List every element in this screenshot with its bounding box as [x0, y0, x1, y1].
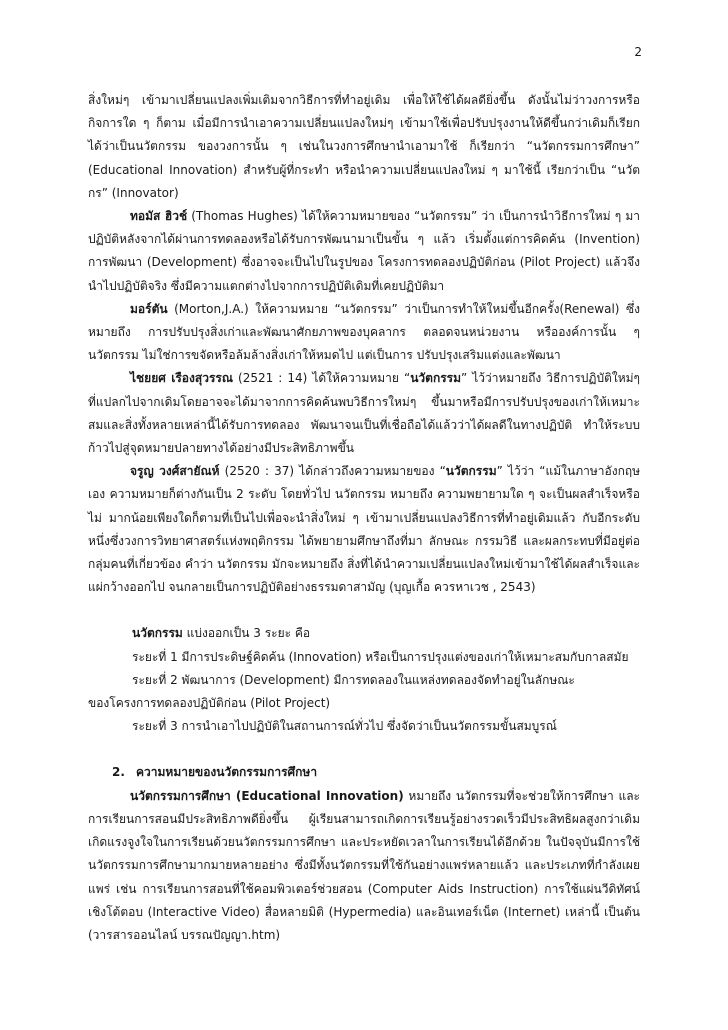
spacer [88, 738, 640, 761]
section-heading [88, 761, 640, 784]
definition-text: ” ไว้ว่าหมายถึง วิธีการปฏิบัติใหม่ๆ ที่แปลกไปจากเดิมโดยอาจจะได้มาจากการคิดค้นพบวิธีการใหม่ๆ ขึ้นมาหรือมีการปรับปรุงของเก่าให้เหมาะสมและสิ่งทั้งหลายเหล่านี้ได้รับการทดลอง พัฒนาจนเป็นที่เชื่อถือได้แล้วว่าได้ผลดีในทางปฏิบัติ ทำให้ระบบก้าวไปสู่จุดหมายปลายทางได้อย่างมีประสิทธิภาพขึ้น [88, 371, 640, 456]
intro-paragraph: สิ่งใหม่ๆ เข้ามาเปลี่ยนแปลงเพิ่มเติมจากวิธีการที่ทำอยู่เดิม เพื่อให้ใช้ได้ผลดียิ่งขึ้น ดังนั้นไม่ว่าวงการหรือกิจการใด ๆ ก็ตาม เมื่อมีการนำเอาความเปลี่ยนแปลงใหม่ๆ เข้ามาใช้เพื่อปรับปรุงงานให้ดีขึ้นกว่าเดิมก็เรียกได้ว่าเป็นนวัตกรรม ของวงการนั้น ๆ เช่นในวงการศึกษานำเอามาใช้ ก็เรียกว่า “นวัตกรรมการศึกษา” (Educational Innovation) สำหรับผู้ที่กระทำ หรือนำความเปลี่ยนแปลงใหม่ ๆ มาใช้นี้ เรียกว่าเป็น “นวัตกร” (Innovator) [88, 93, 640, 200]
definition-author: ทอมัส ฮิวช์ [130, 209, 188, 224]
section2-paragraph [88, 785, 640, 947]
definition-term: นวัตกรรม [445, 464, 497, 479]
phases-title-rest: แบ่งออกเป็น 3 ระยะ คือ [182, 626, 311, 641]
phase-item: ระยะที่ 3 การนำเอาไปปฏิบัติในสถานการณ์ทั่วไป ซึ่งจัดว่าเป็นนวัตกรรมขั้นสมบูรณ์ [132, 719, 557, 734]
definition-author: มอร์ตัน [130, 301, 168, 316]
definition-text: ” ไว้ว่า “แม้ในภาษาอังกฤษเอง ความหมายก็ต่างกันเป็น 2 ระดับ โดยทั่วไป นวัตกรรม หมายถึง ความพยายามใด ๆ จะเป็นผลสำเร็จหรือไม่ มากน้อยเพียงใดก็ตามที่เป็นไปเพื่อจะนำสิ่งใหม่ ๆ เข้ามาเปลี่ยนแปลงวิธีการที่ทำอยู่เดิมแล้ว กับอีกระดับหนึ่งซึ่งวงการวิทยาศาสตร์แห่งพฤติกรรม ได้พยายามศึกษาถึงที่มา ลักษณะ กรรมวิธี และผลกระทบที่มีอยู่ต่อกลุ่มคนที่เกี่ยวข้อง คำว่า นวัตกรรม มักจะหมายถึง สิ่งที่ได้นำความเปลี่ยนแปลงใหม่เข้ามาใช้ได้ผลสำเร็จและแผ่กว้างออกไป จนกลายเป็นการปฏิบัติอย่างธรรมดาสามัญ (บุญเกื้อ ควรหาเวช , 2543) [88, 464, 641, 595]
definition-paragraph-jaroon [88, 460, 640, 599]
section-number: 2. [112, 765, 125, 780]
definition-text: (2521 : 14) ได้ให้ความหมาย “ [232, 371, 411, 386]
phase-item: ระยะที่ 1 มีการประดิษฐ์คิดค้น (Innovation) หรือเป็นการปรุงแต่งของเก่าให้เหมาะสมกับกาลสมัย [132, 649, 629, 664]
definition-author: ไชยยศ เรืองสุวรรณ [130, 371, 233, 386]
page-number: 2 [634, 45, 642, 59]
section-title: ความหมายของนวัตกรรมการศึกษา [136, 765, 318, 780]
phases-title: นวัตกรรม [132, 626, 183, 641]
section2-text: หมายถึง นวัตกรรมที่จะช่วยให้การศึกษา และการเรียนการสอนมีประสิทธิภาพดียิ่งขึ้น ผู้เรียนสามารถเกิดการเรียนรู้อย่างรวดเร็วมีประสิทธิผลสูงกว่าเดิม เกิดแรงจูงใจในการเรียนด้วยนวัตกรรมการศึกษา และประหยัดเวลาในการเรียนได้อีกด้วย ในปัจจุบันมีการใช้นวัตกรรมการศึกษามากมายหลายอย่าง ซึ่งมีทั้งนวัตกรรมที่ใช้กันอย่างแพร่หลายแล้ว และประเภทที่กำลังเผยแพร่ เช่น การเรียนการสอนที่ใช้คอมพิวเตอร์ช่วยสอน (Computer Aids Instruction) การใช้แผ่นวีดิทัศน์เชิงโต้ตอบ (Interactive Video) สื่อหลายมิติ (Hypermedia) และอินเทอร์เน็ต (Internet) เหล่านี้ เป็นต้น (วารสารออนไลน์ บรรณปัญญา.htm) [88, 788, 640, 942]
phases-block [88, 622, 640, 738]
phase-item: ระยะที่ 2 พัฒนาการ (Development) มีการทดลองในแหล่งทดลองจัดทำอยู่ในลักษณะ [132, 672, 575, 687]
definition-term: นวัตกรรม [410, 371, 462, 386]
definition-paragraph-chaiyot [88, 367, 640, 460]
definition-text: (2520 : 37) ได้กล่าวถึงความหมายของ “ [219, 464, 446, 479]
definition-paragraph-hughes [88, 205, 640, 298]
phase-continuation: ของโครงการทดลองปฏิบัติก่อน (Pilot Project) [88, 696, 331, 711]
definition-text: (Morton,J.A.) ให้ความหมาย “นวัตกรรม” ว่าเป็นการทำให้ใหม่ขึ้นอีกครั้ง(Renewal) ซึ่งหมายถึง การปรับปรุงสิ่งเก่าและพัฒนาศักยภาพของบุคลากร ตลอดจนหน่วยงาน หรือองค์การนั้น ๆ นวัตกรรม ไม่ใช่การขจัดหรือล้มล้างสิ่งเก่าให้หมดไป แต่เป็นการ ปรับปรุงเสริมแต่งและพัฒนา [88, 301, 640, 363]
definition-paragraph-morton [88, 298, 640, 368]
document-body [88, 89, 640, 947]
definition-author: จรูญ วงศ์สายัณห์ [130, 464, 220, 479]
section2-lead: นวัตกรรมการศึกษา (Educational Innovation) [130, 788, 404, 803]
definition-text: (Thomas Hughes) ได้ให้ความหมายของ “นวัตกรรม” ว่า เป็นการนำวิธีการใหม่ ๆ มาปฏิบัติหลังจากได้ผ่านการทดลองหรือได้รับการพัฒนามาเป็นขั้น ๆ แล้ว เริ่มตั้งแต่การคิดค้น (Invention) การพัฒนา (Development) ซึ่งอาจจะเป็นไปในรูปของ โครงการทดลองปฏิบัติก่อน (Pilot Project) แล้วจึงนำไปปฏิบัติจริง ซึ่งมีความแตกต่างไปจากการปฏิบัติเดิมที่เคยปฏิบัติมา [88, 209, 640, 293]
phases-title-line [88, 622, 640, 645]
spacer [88, 599, 640, 622]
